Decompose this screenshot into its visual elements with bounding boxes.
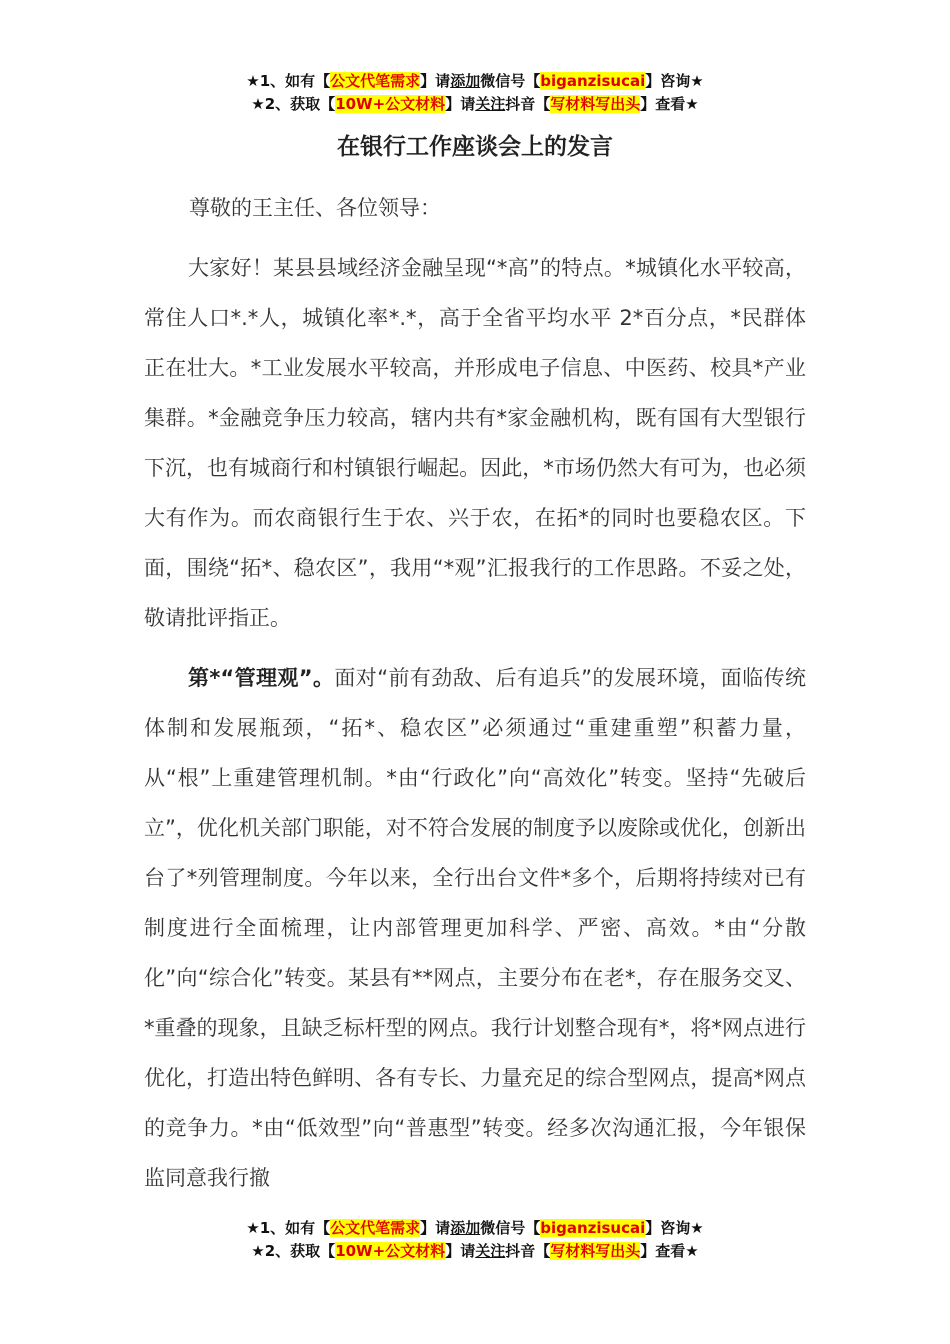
- promo-text: ★2、获取【: [251, 1242, 336, 1260]
- promo-text: 】咨询★: [645, 1219, 704, 1237]
- promo-underline: 添加: [450, 1219, 481, 1237]
- promo-underline: 关注: [475, 95, 506, 113]
- promo-text: ★1、如有【: [246, 1219, 331, 1237]
- promo-text: 】查看★: [640, 1242, 699, 1260]
- promo-line-1: [0, 70, 950, 93]
- douyin-name-highlight: 写材料写出头: [550, 1242, 641, 1260]
- promo-text: 抖音【: [505, 95, 551, 113]
- promo-text: 微信号【: [480, 1219, 541, 1237]
- promo-text: 】请: [420, 72, 451, 90]
- douyin-name-highlight: 写材料写出头: [550, 95, 641, 113]
- promo-banner-top: [0, 70, 950, 116]
- body-paragraph-2: [144, 653, 806, 1203]
- promo-text: ★1、如有【: [246, 72, 331, 90]
- promo-text: 】请: [445, 1242, 476, 1260]
- promo-highlight: 10W+公文材料: [335, 95, 446, 113]
- promo-underline: 关注: [475, 1242, 506, 1260]
- promo-text: ★2、获取【: [251, 95, 336, 113]
- promo-highlight: 公文代笔需求: [330, 72, 421, 90]
- promo-banner-bottom: [0, 1217, 950, 1263]
- section-body: 面对“前有劲敌、后有追兵”的发展环境，面临传统体制和发展瓶颈，“拓*、稳农区”必须通过“重建重塑”积蓄力量，从“根”上重建管理机制。*由“行政化”向“高效化”转变。坚持“先破后立”，优化机关部门职能，对不符合发展的制度予以废除或优化，创新出台了*列管理制度。今年以来，全行出台文件*多个，后期将持续对已有制度进行全面梳理，让内部管理更加科学、严密、高效。*由“分散化”向“综合化”转变。某县有**网点，主要分布在老*，存在服务交叉、*重叠的现象，且缺乏标杆型的网点。我行计划整合现有*，将*网点进行优化，打造出特色鲜明、各有专长、力量充足的综合型网点，提高*网点的竞争力。*由“低效型”向“普惠型”转变。经多次沟通汇报，今年银保监同意我行撤: [144, 666, 806, 1190]
- wechat-id-highlight: biganzisucai: [540, 72, 646, 90]
- promo-text: 】请: [445, 95, 476, 113]
- promo-text: 】咨询★: [645, 72, 704, 90]
- body-paragraph-1: 大家好！某县县域经济金融呈现“*高”的特点。*城镇化水平较高，常住人口*.*人，城镇化率*.*，高于全省平均水平 2*百分点，*民群体正在壮大。*工业发展水平较高，并形成电子信息、中医药、校具*产业集群。*金融竞争压力较高，辖内共有*家金融机构，既有国有大型银行下沉，也有城商行和村镇银行崛起。因此，*市场仍然大有可为，也必须大有作为。而农商银行生于农、兴于农，在拓*的同时也要稳农区。下面，围绕“拓*、稳农区”，我用“*观”汇报我行的工作思路。不妥之处，敬请批评指正。: [144, 256, 806, 630]
- promo-highlight: 10W+公文材料: [335, 1242, 446, 1260]
- wechat-id-highlight: biganzisucai: [540, 1219, 646, 1237]
- promo-underline: 添加: [450, 72, 481, 90]
- promo-text: 】请: [420, 1219, 451, 1237]
- promo-text: 微信号【: [480, 72, 541, 90]
- promo-highlight: 公文代笔需求: [330, 1219, 421, 1237]
- salutation: 尊敬的王主任、各位领导：: [189, 196, 441, 220]
- section-heading: 第*“管理观”。: [188, 666, 335, 690]
- promo-line-1: [0, 1217, 950, 1240]
- promo-text: 抖音【: [505, 1242, 551, 1260]
- promo-line-2: [0, 1240, 950, 1263]
- promo-line-2: [0, 93, 950, 116]
- promo-text: 】查看★: [640, 95, 699, 113]
- document-title: 在银行工作座谈会上的发言: [337, 134, 613, 160]
